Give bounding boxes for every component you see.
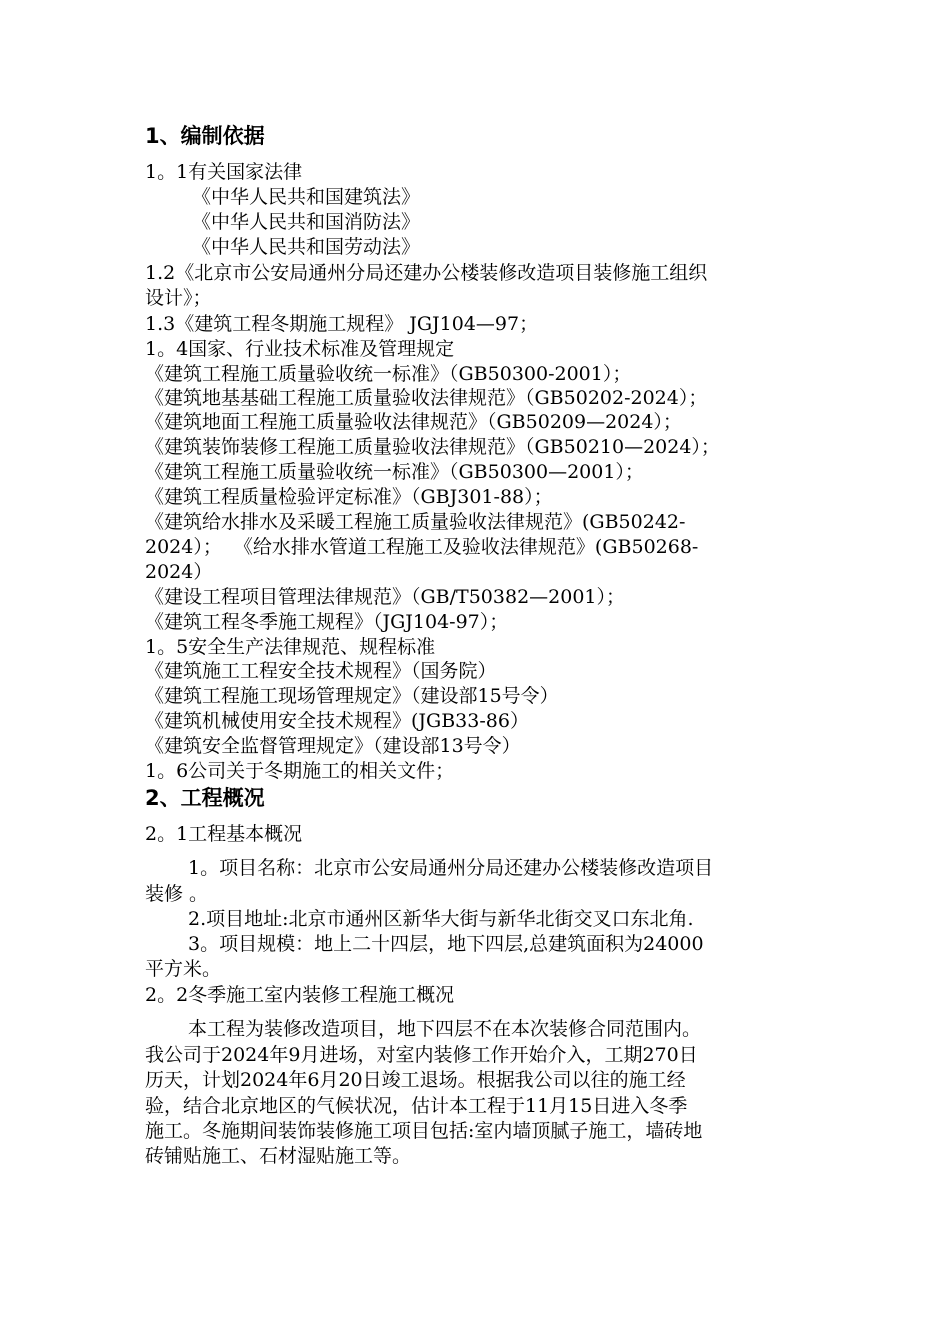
subsection-title-1-5: 1。5安全生产法律规范、规程标准	[145, 636, 436, 658]
law-item: 《中华人民共和国劳动法》	[192, 236, 421, 258]
subsection-title-1-4: 1。4国家、行业技术标准及管理规定	[145, 338, 455, 360]
safety-item: 《建筑机械使用安全技术规程》(JGB33-86）	[145, 710, 529, 732]
overview-line: 1。项目名称：北京市公安局通州分局还建办公楼装修改造项目	[188, 857, 714, 879]
safety-item: 《建筑施工工程安全技术规程》（国务院）	[145, 660, 497, 682]
safety-item: 《建筑工程施工现场管理规定》（建设部15号令）	[145, 685, 559, 707]
paragraph-line: 施工。冬施期间装饰装修施工项目包括:室内墙顶腻子施工，墙砖地	[145, 1120, 703, 1142]
law-item: 《中华人民共和国建筑法》	[192, 186, 421, 208]
subsection-title-2-2: 2。2冬季施工室内装修工程施工概况	[145, 984, 455, 1006]
paragraph-line: 砖铺贴施工、石材湿贴施工等。	[145, 1145, 412, 1167]
standard-item: 2024）	[145, 561, 213, 583]
standard-item: 《建筑工程冬季施工规程》（JGJ104-97）；	[145, 611, 509, 633]
overview-line: 平方米。	[145, 958, 222, 980]
subsection-1-2-line: 设计》；	[145, 287, 212, 309]
standard-item: 《建设工程项目管理法律规范》（GB/T50382—2001）；	[145, 586, 626, 608]
overview-line: 2.项目地址:北京市通州区新华大街与新华北街交叉口东北角.	[188, 908, 694, 930]
standard-item: 《建筑装饰装修工程施工质量验收法律规范》（GB50210—2024）；	[145, 436, 720, 458]
section-heading-2: 2、工程概况	[145, 786, 265, 810]
subsection-1-2-line: 1.2《北京市公安局通州分局还建办公楼装修改造项目装修施工组织	[145, 262, 708, 284]
subsection-1-6: 1。6公司关于冬期施工的相关文件；	[145, 760, 455, 782]
standard-item: 《建筑地面工程施工质量验收法律规范》（GB50209—2024）；	[145, 411, 682, 433]
subsection-title-2-1: 2。1工程基本概况	[145, 823, 303, 845]
standard-item: 2024）； 《给水排水管道工程施工及验收法律规范》(GB50268-	[145, 536, 699, 558]
overview-line: 装修 。	[145, 883, 209, 905]
paragraph-line: 验，结合北京地区的气候状况，估计本工程于11月15日进入冬季	[145, 1095, 688, 1117]
standard-item: 《建筑给水排水及采暖工程施工质量验收法律规范》(GB50242-	[145, 511, 686, 533]
safety-item: 《建筑安全监督管理规定》（建设部13号令）	[145, 735, 521, 757]
section-heading-1: 1、编制依据	[145, 124, 265, 148]
standard-item: 《建筑工程质量检验评定标准》（GBJ301-88）；	[145, 486, 553, 508]
paragraph-line: 我公司于2024年9月进场，对室内装修工作开始介入，工期270日	[145, 1044, 698, 1066]
subsection-title-1-1: 1。1有关国家法律	[145, 161, 303, 183]
subsection-1-3: 1.3《建筑工程冬期施工规程》 JGJ104—97；	[145, 313, 539, 335]
overview-line: 3。项目规模：地上二十四层，地下四层,总建筑面积为24000	[188, 933, 704, 955]
standard-item: 《建筑工程施工质量验收统一标准》（GB50300—2001）；	[145, 461, 644, 483]
standard-item: 《建筑地基基础工程施工质量验收法律规范》（GB50202-2024）；	[145, 387, 708, 409]
paragraph-line: 历天，计划2024年6月20日竣工退场。根据我公司以往的施工经	[145, 1069, 686, 1091]
paragraph-line: 本工程为装修改造项目，地下四层不在本次装修合同范围内。	[188, 1018, 702, 1040]
standard-item: 《建筑工程施工质量验收统一标准》（GB50300-2001）；	[145, 363, 632, 385]
law-item: 《中华人民共和国消防法》	[192, 211, 421, 233]
